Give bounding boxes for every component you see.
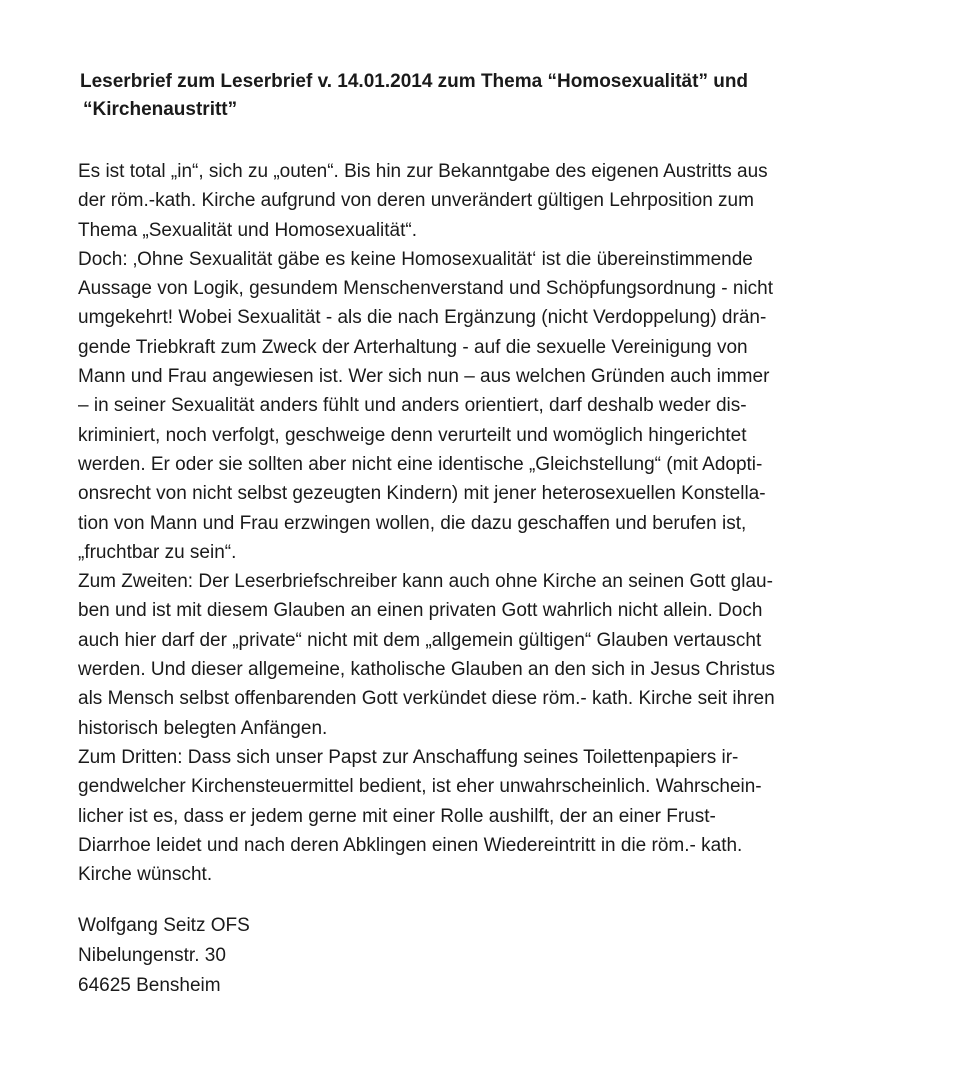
signature-street: Nibelungenstr. 30 — [78, 945, 226, 966]
body-line: Zum Zweiten: Der Leserbriefschreiber kann auch ohne Kirche an seinen Gott glau- — [78, 571, 773, 593]
body-line: historisch belegten Anfängen. — [78, 717, 328, 739]
body-line: Thema „Sexualität und Homosexualität“. — [78, 219, 417, 241]
body-line: licher ist es, dass er jedem gerne mit einer Rolle aushilft, der an einer Frust- — [78, 805, 716, 827]
body-line: kriminiert, noch verfolgt, geschweige denn verurteilt und womöglich hingerichtet — [78, 424, 747, 446]
body-line: gende Triebkraft zum Zweck der Arterhaltung - auf die sexuelle Vereinigung von — [78, 336, 748, 358]
signature-city: 64625 Bensheim — [78, 975, 221, 996]
body-line: werden. Er oder sie sollten aber nicht eine identische „Gleichstellung“ (mit Adopti- — [78, 453, 763, 475]
body-line: Kirche wünscht. — [78, 864, 213, 886]
body-line: ben und ist mit diesem Glauben an einen privaten Gott wahrlich nicht allein. Doch — [78, 600, 763, 622]
body-line: Doch: ‚Ohne Sexualität gäbe es keine Homosexualität‘ ist die übereinstimmende — [78, 248, 753, 270]
body-line: Aussage von Logik, gesundem Menschenverstand und Schöpfungsordnung - nicht — [78, 278, 774, 300]
body-line: gendwelcher Kirchensteuermittel bedient, ist eher unwahrscheinlich. Wahrschein- — [78, 776, 762, 798]
signature-name: Wolfgang Seitz OFS — [78, 915, 250, 936]
body-line: auch hier darf der „private“ nicht mit dem „allgemein gültigen“ Glauben vertauscht — [78, 629, 762, 651]
title-line: “Kirchenaustritt” — [83, 99, 238, 120]
body-line: als Mensch selbst offenbarenden Gott verkündet diese röm.- kath. Kirche seit ihren — [78, 688, 775, 710]
body-line: – in seiner Sexualität anders fühlt und anders orientiert, darf deshalb weder dis- — [78, 395, 747, 417]
letter-title — [80, 68, 900, 124]
body-line: Es ist total „in“, sich zu „outen“. Bis hin zur Bekanntgabe des eigenen Austritts aus — [78, 161, 768, 182]
body-line: tion von Mann und Frau erzwingen wollen, die dazu geschaffen und berufen ist, — [78, 512, 747, 534]
letter-body — [78, 157, 918, 889]
body-line: onsrecht von nicht selbst gezeugten Kindern) mit jener heterosexuellen Konstella- — [78, 483, 766, 505]
body-line: werden. Und dieser allgemeine, katholische Glauben an den sich in Jesus Christus — [78, 659, 776, 681]
body-line: umgekehrt! Wobei Sexualität - als die nach Ergänzung (nicht Verdoppelung) drän- — [78, 307, 767, 329]
body-line: Diarrhoe leidet und nach deren Abklingen einen Wiedereintritt in die röm.- kath. — [78, 834, 743, 856]
body-line: „fruchtbar zu sein“. — [78, 541, 237, 563]
signature-block — [78, 911, 478, 1001]
body-line: Zum Dritten: Dass sich unser Papst zur Anschaffung seines Toilettenpapiers ir- — [78, 746, 739, 768]
body-line: Mann und Frau angewiesen ist. Wer sich nun – aus welchen Gründen auch immer — [78, 366, 770, 388]
title-line: Leserbrief zum Leserbrief v. 14.01.2014 zum Thema “Homosexualität” und — [80, 71, 749, 92]
body-line: der röm.-kath. Kirche aufgrund von deren unverändert gültigen Lehrposition zum — [78, 190, 754, 212]
